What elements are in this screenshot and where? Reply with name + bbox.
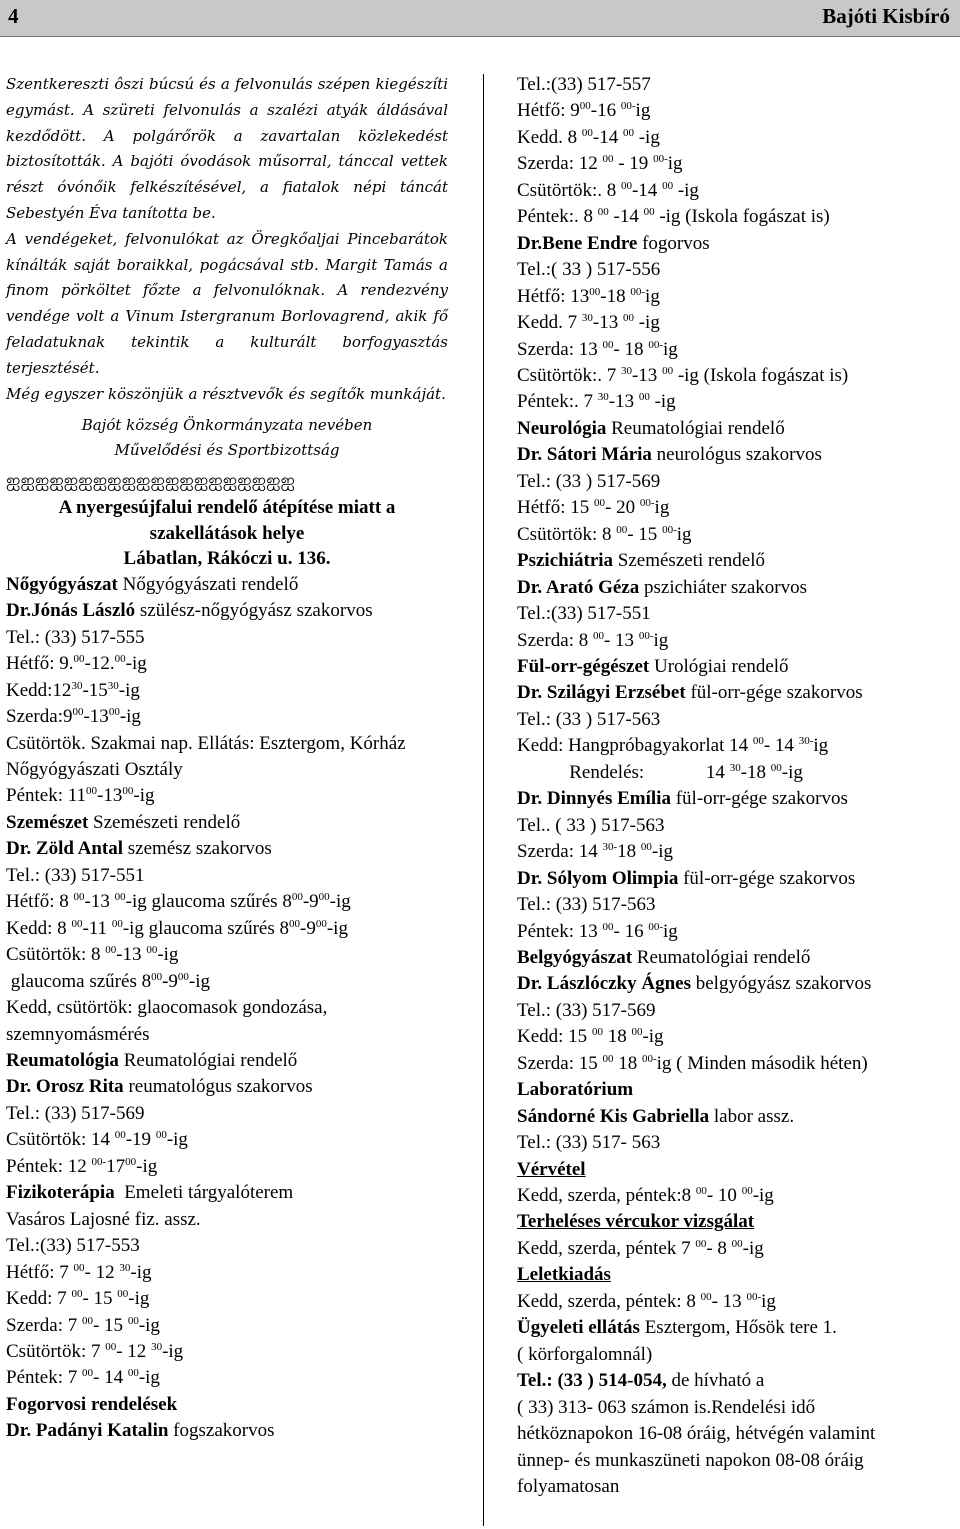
- doctor-name: Dr. Zöld Antal szemész szakorvos: [6, 838, 272, 860]
- hours-line: Csütörtök:. 8 $^{00}$-14 $^{00}$ -ig: [517, 179, 699, 201]
- doctor-name: Vasáros Lajosné fiz. assz.: [6, 1208, 201, 1230]
- specialty-heading: Fogorvosi rendelések: [6, 1393, 178, 1415]
- phone-line: Tel.: (33) 517- 563: [517, 1132, 661, 1154]
- phone-line: ( 33) 313- 063 számon is.Rendelési idő: [517, 1396, 816, 1418]
- hours-line: Kedd: 7 $^{00}$- 15 $^{00}$-ig: [6, 1287, 150, 1310]
- page-number: 4: [8, 4, 19, 28]
- signature-line-2: Művelődési és Sportbizottság: [114, 441, 340, 460]
- hours-line: Csütörtök: 8 $^{00}$-13 $^{00}$-ig: [6, 944, 179, 966]
- hours-line: Kedd, szerda, péntek 7 $^{00}$- 8 $^{00}$-ig: [517, 1237, 764, 1259]
- phone-line: Tel.: (33) 517-569: [6, 1102, 145, 1124]
- notice-line-2: szakellátások helye: [149, 522, 305, 544]
- hours-line: Péntek: 13 $^{00}$- 16 $^{00-}$ig: [517, 920, 678, 942]
- hours-line: $Szerda:9^{00}-13^{00}-ig$: [6, 705, 141, 728]
- phone-line: Tel.: (33 ) 517-563: [517, 708, 661, 730]
- hours-line: hétköznapokon 16-08 óráig, hétvégén valamint: [517, 1423, 876, 1445]
- specialty-heading: Fizikoterápia Emeleti tárgyalóterem: [6, 1182, 294, 1204]
- left-column: [6, 72, 448, 1445]
- hours-line: Kedd: 8 $^{00}$-11 $^{00}$-ig glaucoma szűrés $8^{00}-9^{00}-ig$: [6, 917, 348, 939]
- phone-line: Tel.:( 33 ) 517-556: [517, 259, 661, 281]
- hours-line: Csütörtök: 7 $^{00}$- 12 $^{30}$-ig: [6, 1340, 184, 1362]
- doctor-name: Dr. Dinnyés Emília fül-orr-gége szakorvos: [517, 788, 848, 810]
- hours-line: Szerda: 7 $^{00}$- 15 $^{00}$-ig: [6, 1314, 160, 1336]
- hours-line: Csütörtök: 8 $^{00}$- 15 $^{00-}$ig: [517, 523, 692, 545]
- hours-line: glaucoma szűrés $8^{00}-9^{00}-ig$: [6, 970, 211, 992]
- hours-line: $Kedd:12^{30}-15^{30}-ig$: [6, 679, 140, 701]
- hours-line: Péntek:. 8 $^{00}$ -14 $^{00}$ -ig (Iskola fogászat is): [517, 206, 830, 228]
- doctor-name: Dr. Orosz Rita reumatológus szakorvos: [6, 1076, 313, 1098]
- hours-line: Hétfő: 8 $^{00}$-13 $^{00}$-ig glaucoma szűrés $8^{00}-9^{00}-ig$: [6, 891, 351, 913]
- doctor-name: Dr. Sólyom Olimpia fül-orr-gége szakorvos: [517, 867, 856, 889]
- phone-line: Tel.: (33 ) 514-054, de hívható a: [517, 1370, 765, 1392]
- hours-line: Csütörtök. Szakmai nap. Ellátás: Esztergom, Kórház Nőgyógyászati Osztály: [6, 732, 406, 781]
- phone-line: Tel.: (33) 517-563: [517, 894, 656, 916]
- doctor-name: Sándorné Kis Gabriella labor assz.: [517, 1105, 795, 1127]
- intro-paragraph-3: Még egyszer köszönjük a résztvevők és segítők munkáját.: [6, 384, 446, 403]
- specialty-heading: Nőgyógyászat Nőgyógyászati rendelő: [6, 573, 299, 595]
- notice-line-3: Lábatlan, Rákóczi u. 136.: [123, 548, 331, 570]
- phone-line: Tel.: (33) 517-551: [6, 864, 145, 886]
- phone-line: Tel.: (33) 517-555: [6, 626, 145, 648]
- notice-line-1: A nyergesújfalui rendelő átépítése miatt a: [58, 497, 396, 519]
- address-note: ( körforgalomnál): [517, 1343, 653, 1365]
- doctor-name: Dr. Arató Géza pszichiáter szakorvos: [517, 576, 808, 598]
- hours-line: Szerda: 15 $^{00}$ 18 $^{00-}$ig ( Minden második héten): [517, 1052, 868, 1074]
- signature-line-1: Bajót község Önkormányzata nevében: [81, 416, 373, 435]
- intro-paragraph-2: A vendégeket, felvonulókat az Öregkőaljai Pincebarátok kínálták saját boraikkal, pogácsával stb. Margit Tamás a finom pörköltet főzte a felvonulóknak. A rendezvény vendége volt a Vinum Istergranum Borlovagrend, akik fő feladatuknak tekintik a kulturált borfogyasztás terjesztését.: [6, 229, 448, 377]
- specialty-heading: Neurológia Reumatológiai rendelő: [517, 417, 785, 439]
- hours-line: Hétfő: $13^{00}-18$ $^{00-}$ig: [517, 285, 660, 307]
- section-subheading: Terheléses vércukor vizsgálat: [517, 1211, 755, 1233]
- phone-line: Tel.:(33) 517-551: [517, 603, 651, 625]
- hours-line: Hétfő: $9^{00}-16$ $^{00-}$ig: [517, 100, 651, 122]
- doctor-name: Dr. Sátori Mária neurológus szakorvos: [517, 444, 822, 466]
- phone-line: Tel.. ( 33 ) 517-563: [517, 814, 665, 836]
- publication-title: Bajóti Kisbíró: [822, 4, 950, 28]
- section-subheading: Leletkiadás: [517, 1264, 611, 1286]
- hours-line: Kedd: 15 $^{00}$ 18 $^{00}$-ig: [517, 1026, 664, 1048]
- hours-line: Péntek:. 7 $^{30}$-13 $^{00}$ -ig: [517, 391, 676, 413]
- hours-line: Szerda: 13 $^{00}$- 18 $^{00-}$ig: [517, 338, 678, 360]
- specialty-heading: Pszichiátria Szemészeti rendelő: [517, 550, 765, 572]
- hours-line: Péntek: $11^{00}-13^{00}-ig$: [6, 785, 155, 807]
- hours-line: Kedd: Hangpróbagyakorlat 14 $^{00}$- 14 $^{30-}$ig: [517, 735, 829, 757]
- phone-line: Tel.:(33) 517-553: [6, 1235, 140, 1257]
- phone-line: Tel.:(33) 517-557: [517, 74, 651, 95]
- doctor-name: Dr. Padányi Katalin fogszakorvos: [6, 1420, 275, 1442]
- doctor-name: Dr.Bene Endre fogorvos: [517, 232, 710, 254]
- hours-line: Kedd, szerda, péntek: 8 $^{00}$- 13 $^{00-}$ig: [517, 1290, 776, 1312]
- hours-line: Csütörtök: 14 $^{00}$-19 $^{00}$-ig: [6, 1129, 188, 1151]
- hours-line: Péntek: 7 $^{00}$- 14 $^{00}$-ig: [6, 1367, 160, 1389]
- hours-line: Hétfő: 15 $^{00}$- 20 $^{00-}$ig: [517, 497, 670, 519]
- hours-line: Hétfő: 7 $^{00}$- 12 $^{30}$-ig: [6, 1261, 152, 1283]
- intro-paragraph-1: Szentkereszti ôszi búcsú és a felvonulás szépen kiegészíti egymást. A szüreti felvonulás a szalézi atyák áldásával kezdődött. A polgárőrök a zavartalan közlekedést biztosították. A bajóti óvodások műsorral, tánccal vettek részt óvónőik felkészítésével, a fiatalok népi táncát Sebestyén Éva tanította be.: [6, 75, 448, 222]
- hours-line: Kedd, szerda, péntek:8 $^{00}$- 10 $^{00}$-ig: [517, 1184, 774, 1207]
- hours-line: Szerda: 8 $^{00}$- 13 $^{00-}$ig: [517, 629, 669, 651]
- hours-line: Kedd, csütörtök: glaocomasok gondozása, szemnyomásmérés: [6, 997, 328, 1045]
- hours-line: Szerda: 14 $^{30-}$18 $^{00}$-ig: [517, 841, 674, 863]
- specialty-heading: Szemészet Szemészeti rendelő: [6, 811, 241, 833]
- doctor-name: Dr. Lászlóczky Ágnes belgyógyász szakorvos: [517, 973, 872, 995]
- hours-line: ünnep- és munkaszüneti napokon 08-08 óráig: [517, 1449, 864, 1471]
- hours-line: Hétfő: 9.00-12.00-ig: [6, 653, 147, 675]
- phone-line: Tel.: (33 ) 517-569: [517, 470, 661, 492]
- hours-line: folyamatosan: [517, 1476, 620, 1498]
- phone-line: Tel.: (33) 517-569: [517, 999, 656, 1021]
- hours-line: Kedd. 8 $^{00}$-14 $^{00}$ -ig: [517, 126, 660, 148]
- hours-line: Péntek: 12 $^{00-}17^{00}-ig$: [6, 1155, 158, 1177]
- specialty-heading: Laboratórium: [517, 1079, 634, 1101]
- hours-line: Szerda: 12 $^{00}$ - 19 $^{00-}$ig: [517, 153, 683, 175]
- right-column: [517, 72, 957, 1500]
- specialty-heading: Reumatológia Reumatológiai rendelő: [6, 1050, 298, 1072]
- hours-line: Csütörtök:. 7 $^{30}$-13 $^{00}$ -ig (Iskola fogászat is): [517, 364, 849, 386]
- hours-line: Kedd. 7 $^{30}$-13 $^{00}$ -ig: [517, 311, 660, 334]
- hours-line: Rendelés: 14 $^{30}$-18 $^{00}$-ig: [517, 761, 803, 783]
- section-subheading: Vérvétel: [517, 1158, 586, 1180]
- specialty-heading: Belgyógyászat Reumatológiai rendelő: [517, 946, 811, 968]
- ornament-divider: ஐஐஐஐஐஐஐஐஐஐஐஐஐஐஐஐஐஐஐஐ: [6, 470, 295, 491]
- doctor-name: Dr. Szilágyi Erzsébet fül-orr-gége szakorvos: [517, 682, 863, 704]
- column-divider: [483, 74, 484, 1526]
- specialty-heading: Fül-orr-gégészet Urológiai rendelő: [517, 655, 789, 677]
- specialty-heading: Ügyeleti ellátás Esztergom, Hősök tere 1.: [517, 1317, 837, 1339]
- page-header: [0, 0, 960, 37]
- doctor-name: Dr.Jónás László szülész-nőgyógyász szakorvos: [6, 600, 373, 622]
